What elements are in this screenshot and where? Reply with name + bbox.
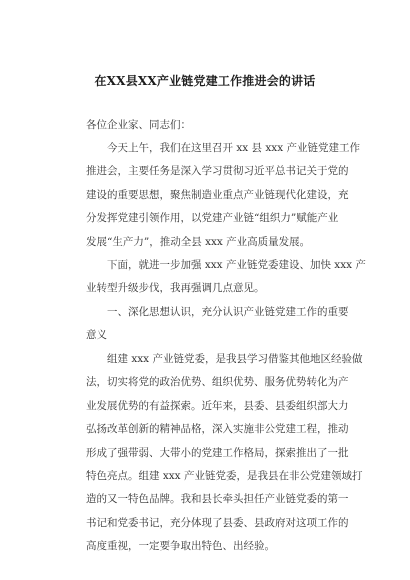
salutation bbox=[86, 114, 330, 137]
heading-line: 一、深化思想认识，充分认识产业链党建工作的重要 bbox=[107, 306, 349, 318]
paragraph-line: 弘扬改革创新的精神品格，深入实施非公党建工程，推动 bbox=[86, 423, 349, 436]
paragraph-line: 推进会，主要任务是深入学习贯彻习近平总书记关于党的 bbox=[86, 165, 349, 178]
paragraph-3 bbox=[86, 348, 363, 559]
heading-line: 意义 bbox=[86, 329, 107, 342]
paragraph-line: 高度重视，一定要争取出特色、出经验。 bbox=[86, 540, 275, 553]
document-title: 在XX县XX产业链党建工作推进会的讲话 bbox=[94, 74, 316, 88]
paragraph-line: 组建 xxx 产业链党委，是我县学习借鉴其他地区经验做 bbox=[107, 353, 363, 365]
salutation-line: 各位企业家、同志们： bbox=[86, 119, 191, 131]
paragraph-line: 业转型升级步伐，我再强调几点意见。 bbox=[86, 282, 265, 295]
paragraph-line: 业发展优势的有益探索。近年来，县委、县委组织部大力 bbox=[86, 399, 349, 412]
paragraph-line: 建设的重要思想，聚焦制造业重点产业链现代化建设，充 bbox=[86, 188, 349, 201]
paragraph-line: 今天上午，我们在这里召开 xx 县 xxx 产业链党建工作 bbox=[107, 142, 360, 154]
paragraph-line: 特色亮点。组建 xxx 产业链党委，是我县在非公党建领域打 bbox=[86, 469, 363, 482]
paragraph-2 bbox=[86, 254, 366, 301]
section-heading-1 bbox=[86, 301, 349, 348]
paragraph-line: 形成了强带弱、大带小的党建工作格局，探索推出了一批 bbox=[86, 446, 349, 459]
paragraph-line: 书记和党委书记，充分体现了县委、县政府对这项工作的 bbox=[86, 516, 349, 529]
paragraph-line: 下面，就进一步加强 xxx 产业链党委建设、加快 xxx 产 bbox=[107, 259, 366, 271]
paragraph-line: 发展“生产力”，推动全县 xxx 产业高质量发展。 bbox=[86, 235, 311, 248]
paragraph-1 bbox=[86, 137, 360, 254]
paragraph-line: 分发挥党建引领作用，以党建产业链“组织力”赋能产业 bbox=[86, 212, 339, 225]
paragraph-line: 造的又一特色品牌。我和县长牵头担任产业链党委的第一 bbox=[86, 493, 349, 506]
paragraph-line: 法，切实将党的政治优势、组织优势、服务优势转化为产 bbox=[86, 376, 349, 389]
